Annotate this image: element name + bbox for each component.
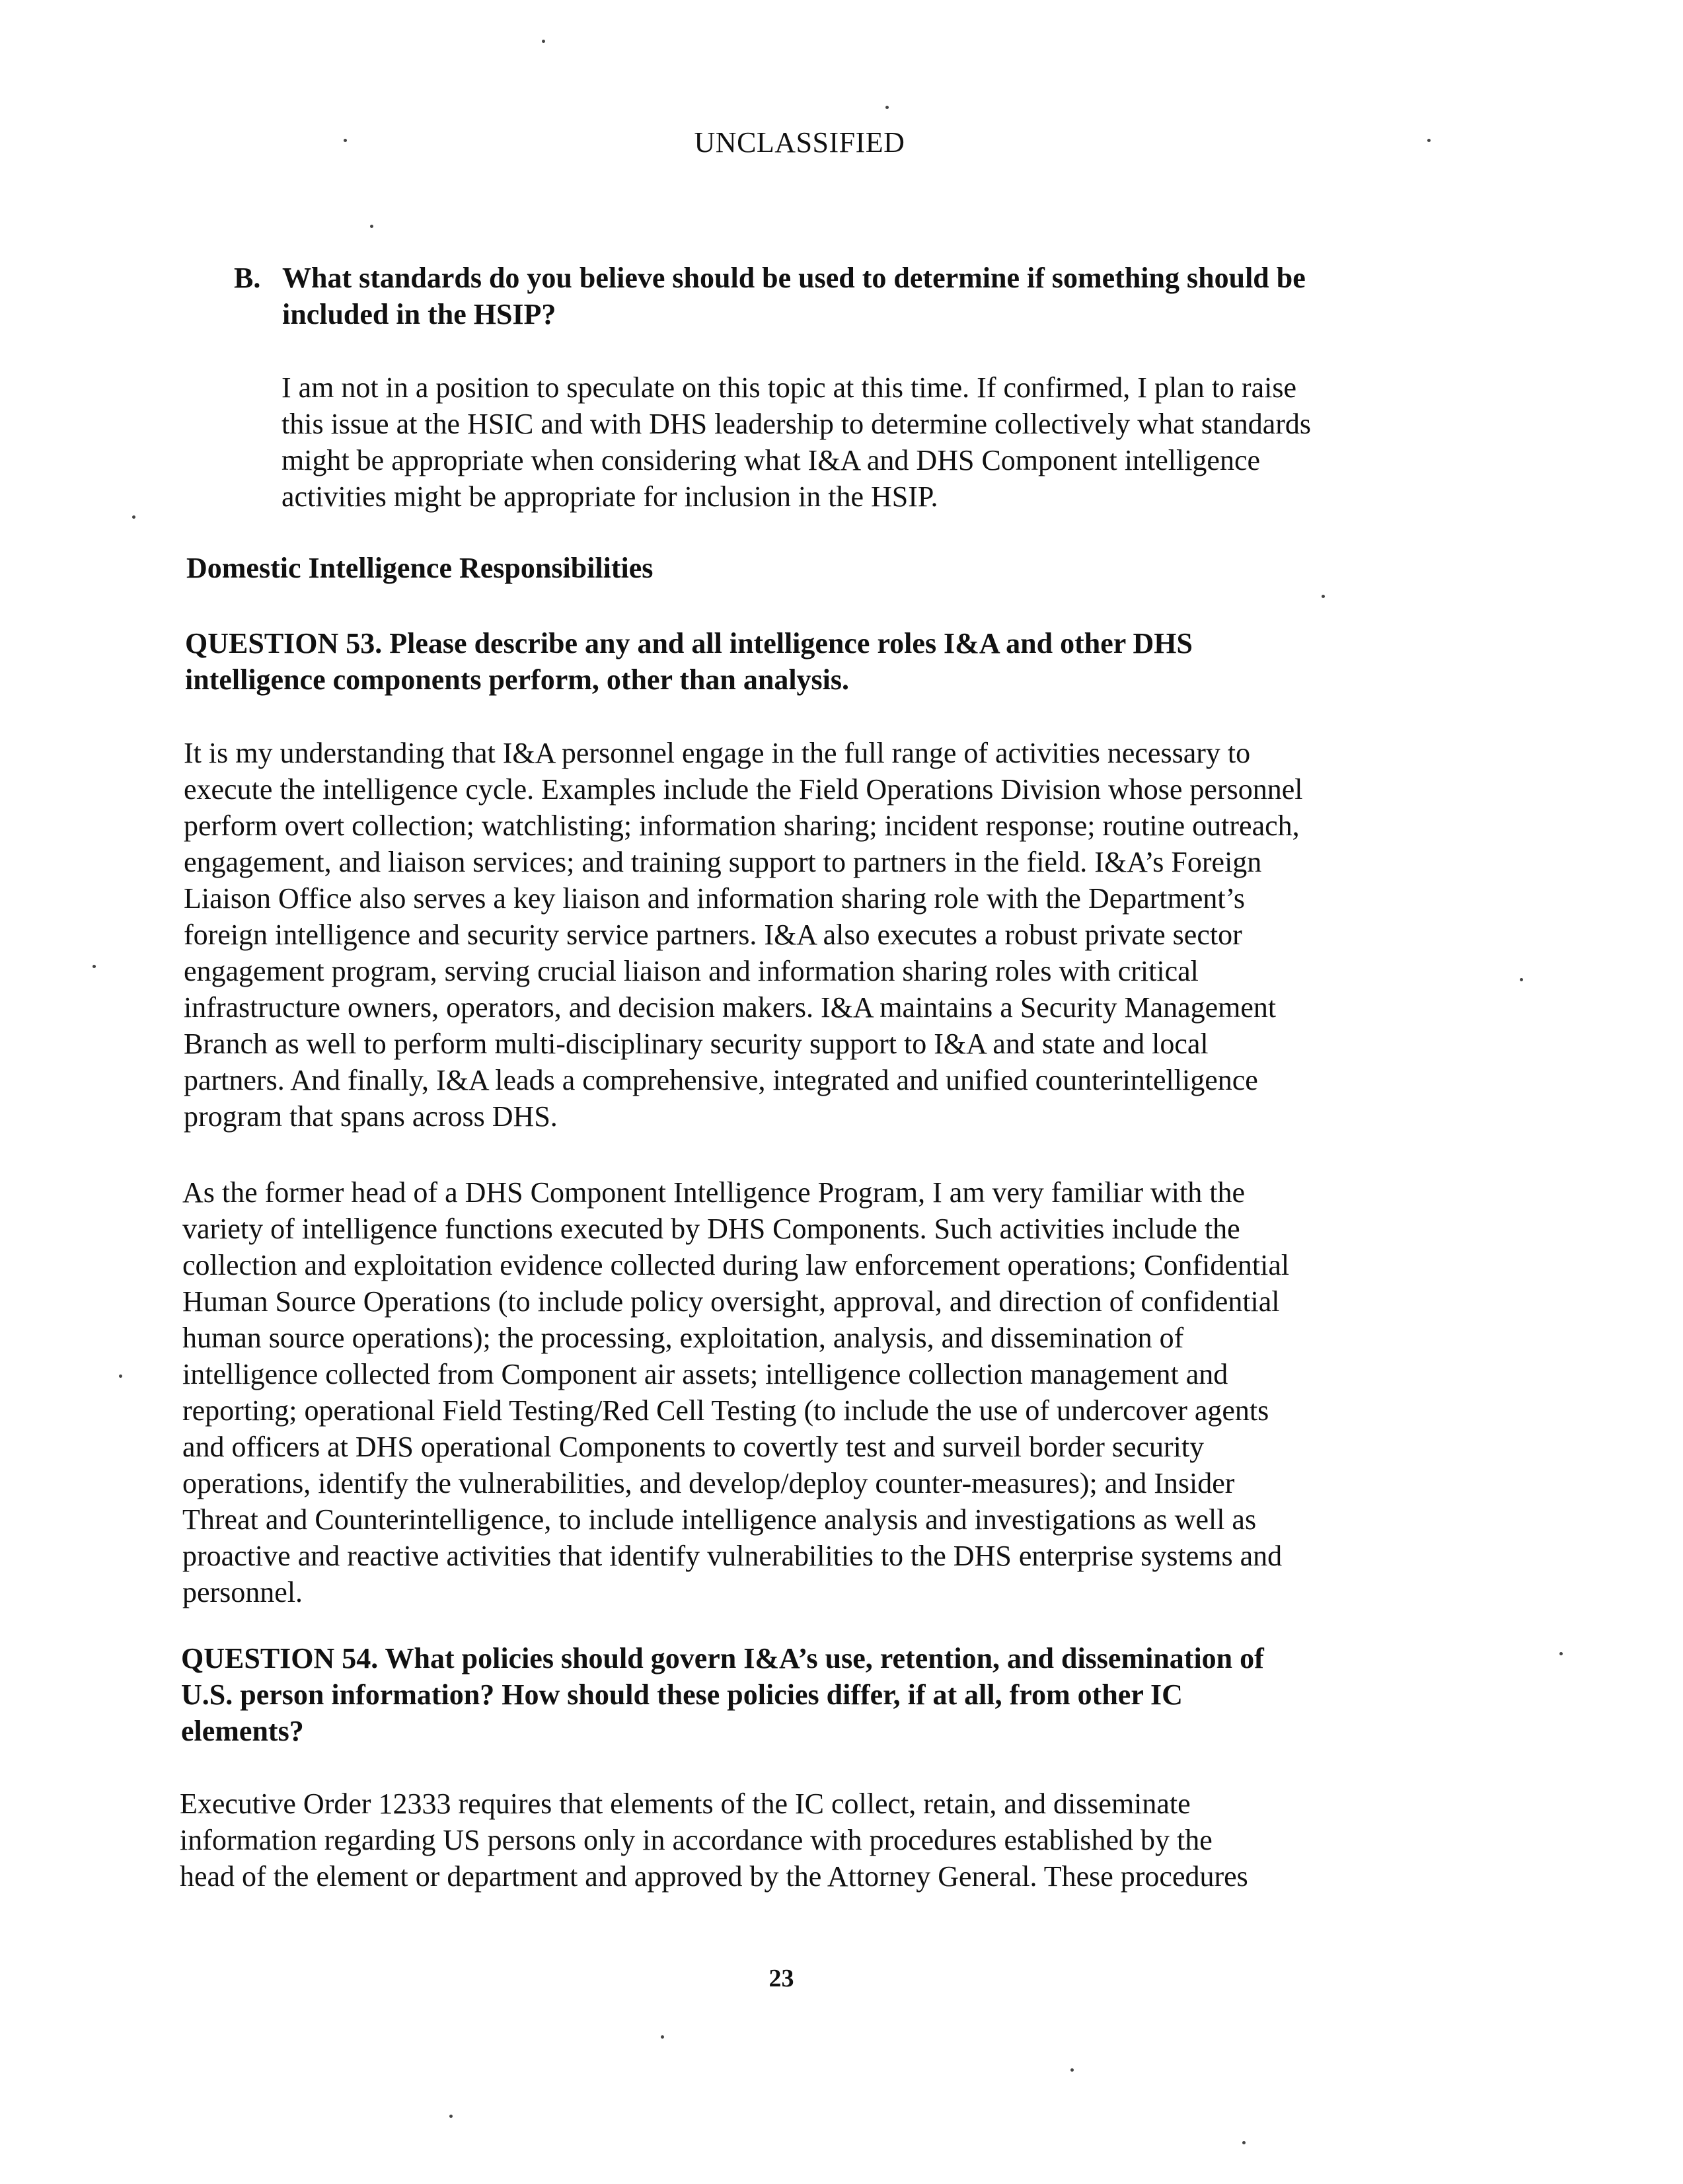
answer-b-line: activities might be appropriate for inclusion in the HSIP. bbox=[281, 480, 938, 513]
paragraph-3-line: head of the element or department and approved by the Attorney General. These procedures bbox=[180, 1860, 1248, 1893]
paragraph-2 bbox=[182, 1174, 1444, 1610]
question-54-line: QUESTION 54. What policies should govern I&A’s use, retention, and dissemination of bbox=[181, 1642, 1264, 1675]
paragraph-2-line: proactive and reactive activities that identify vulnerabilities to the DHS enterprise systems and bbox=[182, 1540, 1283, 1572]
paragraph-1-line: foreign intelligence and security service partners. I&A also executes a robust private sector bbox=[184, 919, 1242, 951]
answer-b-line: might be appropriate when considering what I&A and DHS Component intelligence bbox=[281, 444, 1261, 476]
question-b-line: included in the HSIP? bbox=[282, 298, 556, 330]
paragraph-2-line: As the former head of a DHS Component Intelligence Program, I am very familiar with the bbox=[182, 1176, 1245, 1209]
question-53-line: QUESTION 53. Please describe any and all intelligence roles I&A and other DHS bbox=[185, 627, 1193, 659]
scan-speck bbox=[132, 515, 135, 519]
paragraph-3-line: Executive Order 12333 requires that elements of the IC collect, retain, and disseminate bbox=[180, 1788, 1191, 1820]
question-b-text bbox=[282, 260, 1417, 332]
paragraph-1-line: program that spans across DHS. bbox=[184, 1100, 558, 1133]
paragraph-1-line: perform overt collection; watchlisting; information sharing; incident response; routine outreach, bbox=[184, 810, 1300, 842]
paragraph-3-line: information regarding US persons only in accordance with procedures established by the bbox=[180, 1824, 1213, 1856]
answer-b bbox=[281, 369, 1425, 515]
classification-header: UNCLASSIFIED bbox=[694, 126, 905, 159]
paragraph-2-line: operations, identify the vulnerabilities, and develop/deploy counter-measures); and Insider bbox=[182, 1467, 1235, 1499]
scan-speck bbox=[370, 225, 373, 228]
scan-speck bbox=[661, 2035, 664, 2039]
paragraph-1-line: infrastructure owners, operators, and decision makers. I&A maintains a Security Management bbox=[184, 991, 1277, 1024]
paragraph-2-line: human source operations); the processing, exploitation, analysis, and dissemination of bbox=[182, 1322, 1184, 1354]
question-b-line: What standards do you believe should be used to determine if something should be bbox=[282, 262, 1306, 294]
scan-speck bbox=[1520, 978, 1523, 981]
paragraph-2-line: Human Source Operations (to include policy oversight, approval, and direction of confidential bbox=[182, 1285, 1280, 1318]
scan-speck bbox=[1322, 595, 1325, 598]
page-number: 23 bbox=[768, 1965, 794, 1992]
paragraph-2-line: variety of intelligence functions executed by DHS Components. Such activities include the bbox=[182, 1213, 1240, 1245]
scan-speck bbox=[93, 965, 96, 968]
scan-speck bbox=[344, 139, 347, 142]
paragraph-1-line: Branch as well to perform multi-disciplinary security support to I&A and state and local bbox=[184, 1028, 1209, 1060]
question-b bbox=[234, 260, 1417, 332]
scan-speck bbox=[885, 106, 889, 109]
answer-b-line: this issue at the HSIC and with DHS leadership to determine collectively what standards bbox=[281, 408, 1312, 440]
paragraph-3 bbox=[180, 1786, 1448, 1895]
scan-speck bbox=[1427, 139, 1431, 142]
section-heading: Domestic Intelligence Responsibilities bbox=[186, 552, 654, 584]
scan-speck bbox=[542, 40, 545, 43]
question-54 bbox=[181, 1640, 1437, 1749]
scan-speck bbox=[1559, 1652, 1563, 1655]
scan-speck bbox=[1070, 2068, 1074, 2072]
paragraph-2-line: Threat and Counterintelligence, to include intelligence analysis and investigations as well as bbox=[182, 1503, 1257, 1536]
paragraph-2-line: reporting; operational Field Testing/Red Cell Testing (to include the use of undercover agents bbox=[182, 1394, 1269, 1427]
paragraph-2-line: personnel. bbox=[182, 1576, 303, 1608]
scan-speck bbox=[449, 2115, 453, 2118]
paragraph-1-line: engagement program, serving crucial liaison and information sharing roles with critical bbox=[184, 955, 1199, 987]
question-54-line: elements? bbox=[181, 1715, 304, 1747]
question-b-label: B. bbox=[234, 262, 261, 294]
question-53 bbox=[185, 625, 1427, 698]
answer-b-line: I am not in a position to speculate on this topic at this time. If confirmed, I plan to raise bbox=[281, 371, 1296, 404]
scan-speck bbox=[1242, 2141, 1246, 2144]
paragraph-2-line: intelligence collected from Component air assets; intelligence collection management and bbox=[182, 1358, 1228, 1390]
question-53-line: intelligence components perform, other than analysis. bbox=[185, 663, 850, 696]
paragraph-2-line: collection and exploitation evidence collected during law enforcement operations; Confidential bbox=[182, 1249, 1290, 1281]
paragraph-1 bbox=[184, 735, 1439, 1135]
paragraph-2-line: and officers at DHS operational Components to covertly test and surveil border security bbox=[182, 1431, 1205, 1463]
scan-speck bbox=[119, 1374, 122, 1378]
paragraph-1-line: It is my understanding that I&A personnel engage in the full range of activities necessary to bbox=[184, 737, 1251, 769]
paragraph-1-line: Liaison Office also serves a key liaison and information sharing role with the Department’s bbox=[184, 882, 1245, 915]
paragraph-1-line: execute the intelligence cycle. Examples include the Field Operations Division whose personnel bbox=[184, 773, 1303, 806]
question-54-line: U.S. person information? How should these policies differ, if at all, from other IC bbox=[181, 1678, 1183, 1711]
paragraph-1-line: engagement, and liaison services; and training support to partners in the field. I&A’s Foreign bbox=[184, 846, 1262, 878]
paragraph-1-line: partners. And finally, I&A leads a comprehensive, integrated and unified counterintelligence bbox=[184, 1064, 1258, 1096]
